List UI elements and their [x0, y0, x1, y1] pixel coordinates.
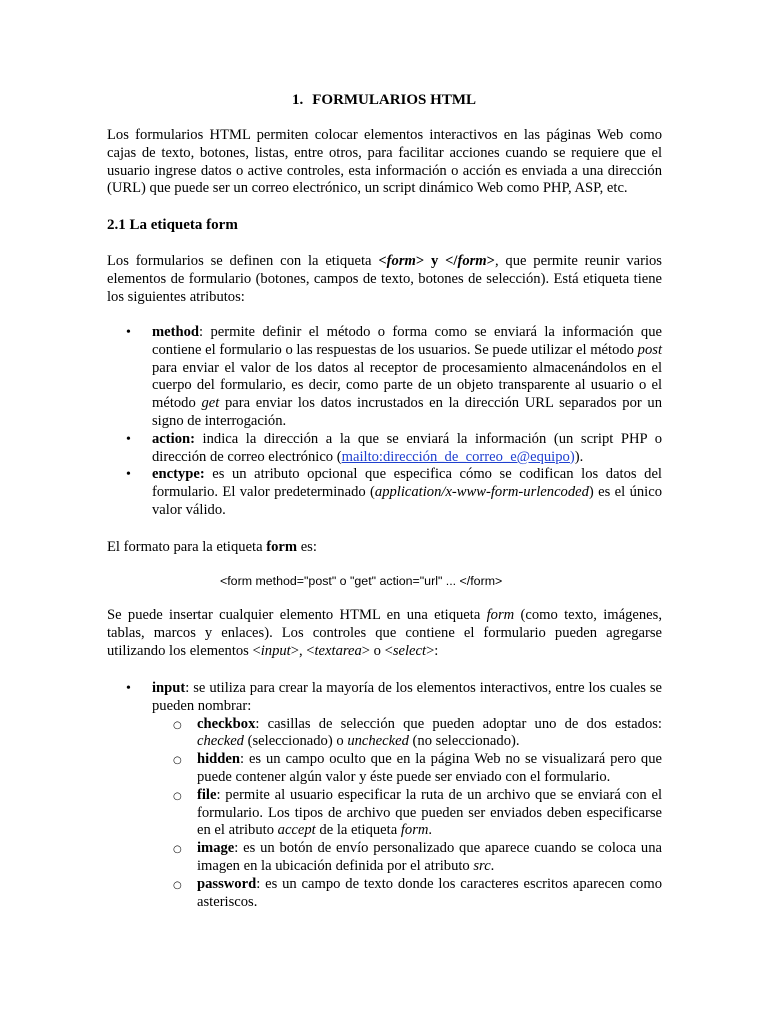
input-types-list	[152, 716, 662, 912]
list-item-input: • input: se utiliza para crear la mayoría de los elementos interactivos, entre los cuales se pueden nombrar: ○ checkbox: casillas de selección que pueden adoptar uno de dos estados: checked (seleccionado) o unchecked (no seleccionado). ○ hidden: es un campo oculto que en la página Web no se visualizará pero que puede contener algún valor y éste puede ser enviado con el formulario. ○ file: permite al usuario especificar la ruta de un archivo que se enviará con el formulario. Los tipos de archivo que pueden ser enviados deben especificarse en el atributo accept de la etiqueta form. ○ image: es un botón de envío personalizado que aparece cuando se coloca una imagen en la ubicación definida por el atributo src. ○ password: es un campo de texto donde los caracteres escritos aparecen como asteriscos.	[126, 680, 662, 910]
list-item-enctype: • enctype: es un atributo opcional que especifica cómo se codifican los datos del formulario. El valor predeterminado (application/x-www-form-urlencoded) es el único valor válido.	[126, 466, 662, 518]
list-item-image: ○ image: es un botón de envío personalizado que aparece cuando se coloca una imagen en la ubicación definida por el atributo src.	[173, 840, 662, 874]
section-heading: 2.1 La etiqueta form	[107, 217, 238, 233]
form-syntax-code: <form method="post" o "get" action="url" ... </form>	[220, 574, 503, 588]
attributes-list	[107, 324, 662, 520]
circle-bullet-icon: ○	[173, 790, 182, 802]
list-item-password: ○ password: es un campo de texto donde los caracteres escritos aparecen como asteriscos.	[173, 875, 662, 910]
bullet-icon: •	[126, 431, 131, 447]
list-item-file: ○ file: permite al usuario especificar la ruta de un archivo que se enviará con el formulario. Los tipos de archivo que pueden ser enviados deben especificarse en el atributo accept de la etiqueta form.	[173, 786, 662, 839]
bullet-icon: •	[126, 681, 131, 696]
bullet-icon: •	[126, 467, 131, 483]
format-intro: El formato para la etiqueta form es:	[107, 539, 317, 555]
intro-paragraph: Los formularios HTML permiten colocar elementos interactivos en las páginas Web como cajas de texto, botones, listas, entre otros, para facilitar acciones cuando se requiere que el usuario ingrese datos o active controles, esta información o acción es enviada a una dirección (URL) que puede ser un correo electrónico, un script dinámico Web como PHP, ASP, etc.	[107, 127, 662, 197]
page-title	[0, 92, 768, 110]
form-tag-paragraph: Los formularios se definen con la etiqueta <form> y </form>, que permite reunir varios elementos de formulario (botones, campos de texto, botones de selección). Está etiqueta tiene los siguientes atributos:	[107, 253, 662, 305]
circle-bullet-icon: ○	[173, 844, 182, 856]
controls-paragraph: Se puede insertar cualquier elemento HTML en una etiqueta form (como texto, imágenes, tablas, marcos y enlaces). Los controles que contiene el formulario pueden agregarse utilizando los elementos <input>, <textarea> o <select>:	[107, 607, 662, 659]
title-number: 1.	[291, 92, 304, 108]
circle-bullet-icon: ○	[173, 719, 182, 731]
bullet-icon: •	[126, 325, 131, 340]
list-item-checkbox: ○ checkbox: casillas de selección que pueden adoptar uno de dos estados: checked (seleccionado) o unchecked (no seleccionado).	[173, 715, 662, 750]
circle-bullet-icon: ○	[173, 755, 182, 767]
list-item-method: • method: permite definir el método o forma como se enviará la información que contiene el formulario o las respuestas de los usuarios. Se puede utilizar el método post para enviar el valor de los datos al receptor de procesamiento almacenándolos en el cuerpo del formulario, es decir, como parte de un objeto transparente al usuario o el método get para enviar los datos incrustados en la dirección URL separados por un signo de interrogación.	[126, 324, 662, 429]
mailto-link[interactable]: mailto:dirección_de_correo_e@equipo)	[341, 448, 575, 465]
circle-bullet-icon: ○	[173, 879, 182, 891]
title-text: FORMULARIOS HTML	[312, 92, 476, 108]
list-item-hidden: ○ hidden: es un campo oculto que en la página Web no se visualizará pero que puede contener algún valor y éste puede ser enviado con el formulario.	[173, 751, 662, 785]
controls-list	[107, 680, 662, 911]
list-item-action: • action: indica la dirección a la que se enviará la información (un script PHP o dirección de correo electrónico (mailto:dirección_de_correo_e@equipo)).	[126, 430, 662, 465]
